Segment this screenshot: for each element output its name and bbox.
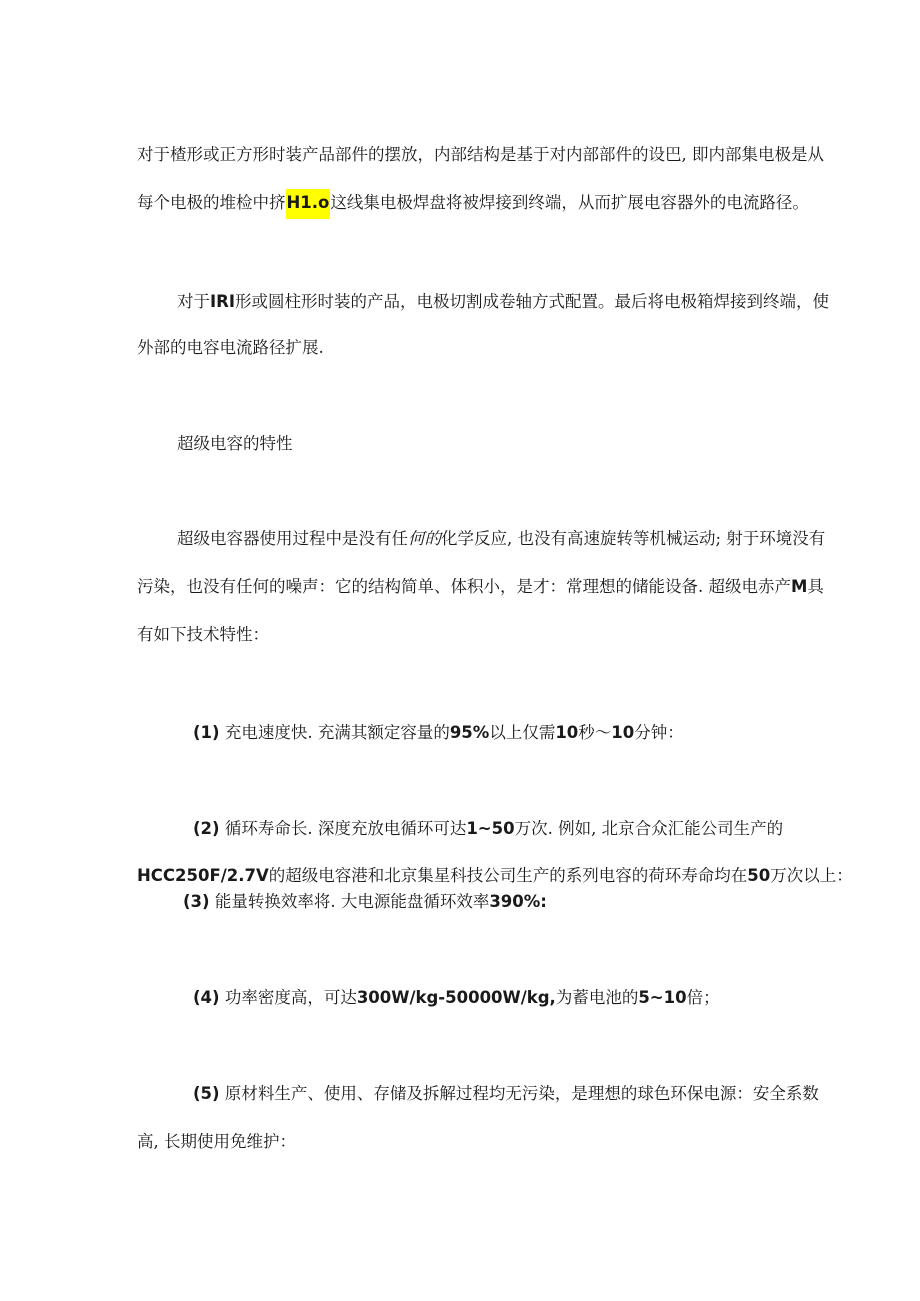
- list-item-4-number: (4): [193, 988, 220, 1007]
- list-item-1-text-c: 以上仅需: [489, 723, 556, 742]
- list-item-2: [193, 817, 783, 841]
- list-item-1: [193, 721, 684, 745]
- list-item-3: [183, 890, 547, 914]
- para2-line1-text-b: 形或圆柱形时装的产品，电极切割成卷轴方式配置。最后将电极箱焊接到终端，使: [234, 292, 829, 311]
- list-item-2-cont-text-a: 的超级电容港和北京集星科技公司生产的系列电容的荷环寿命均在: [268, 866, 748, 885]
- list-item-2-number: (2): [193, 819, 220, 838]
- list-item-1-text-a: 充电速度快. 充满其额定容量的: [224, 723, 450, 742]
- list-item-2-text-c: 万次. 例如, 北京合众汇能公司生产的: [514, 819, 784, 838]
- para3-line2-text-b: 具: [807, 577, 824, 596]
- list-item-5-text-a: 原材料生产、使用、存储及拆解过程均无污染，是理想的球色环保电源：安全系数: [224, 1084, 819, 1103]
- list-item-1-number: (1): [193, 723, 220, 742]
- list-item-5-line2: [137, 1130, 296, 1154]
- list-item-1-value-3: 10: [611, 723, 635, 742]
- list-item-1-text-e: 分钟：: [634, 723, 684, 742]
- list-item-2-value-1: 1~50: [466, 819, 515, 838]
- list-item-4-text-c: 为蓄电池的: [555, 988, 639, 1007]
- list-item-3-value: 390%:: [489, 892, 547, 911]
- list-item-2-cont-text-c: 万次以上：: [770, 866, 853, 885]
- para2-line1-text-a: 对于: [177, 292, 210, 311]
- section-heading: [177, 432, 293, 456]
- list-item-2-text-a: 循环寿命长. 深度充放电循环可达: [224, 819, 467, 838]
- list-item-2-cont-value: 50: [747, 866, 771, 885]
- para3-line3-text: 有如下技术特性：: [137, 625, 269, 644]
- para3-line3: [137, 623, 269, 647]
- list-item-4-text-a: 功率密度高，可达: [224, 988, 357, 1007]
- para2-bold-term: IRI: [210, 292, 235, 311]
- list-item-2-continuation: [137, 864, 853, 888]
- list-item-1-value-2: 10: [555, 723, 579, 742]
- para3-italic-text: 何的: [408, 529, 441, 548]
- model-number: HCC250F/2.7V: [137, 866, 269, 885]
- para2-line1: [177, 290, 829, 314]
- para3-line1: [177, 527, 825, 551]
- para1-line2: [137, 189, 809, 219]
- list-item-4-value-2: 5~10: [638, 988, 687, 1007]
- list-item-3-number: (3): [183, 892, 210, 911]
- list-item-1-value-1: 95%: [449, 723, 490, 742]
- para3-line2-text-a: 污染，也没有任何的噪声：它的结构简单、体积小，是才：常理想的储能设备. 超级电赤产: [137, 577, 791, 596]
- list-item-5-number: (5): [193, 1084, 220, 1103]
- para2-line2: [137, 336, 324, 360]
- highlighted-text: H1.o: [286, 189, 331, 219]
- list-item-4: [193, 986, 720, 1010]
- para1-line1: [137, 143, 824, 167]
- list-item-3-text-a: 能量转换效率将. 大电源能盘循环效率: [214, 892, 490, 911]
- para1-line2-text-a: 每个电极的堆检中挤: [137, 193, 286, 212]
- list-item-1-text-d: 秒～: [578, 723, 612, 742]
- section-heading-text: 超级电容的特性: [177, 434, 293, 453]
- list-item-5-text-line2: 高, 长期使用免维护：: [137, 1132, 296, 1151]
- para3-line1-text-b: 化学反应, 也没有高速旋转等机械运动; 射于环境没有: [441, 529, 826, 548]
- para3-line2: [137, 575, 824, 599]
- list-item-4-value-1: 300W/kg-50000W/kg,: [356, 988, 556, 1007]
- para3-bold-letter: M: [791, 577, 808, 596]
- list-item-5: [193, 1082, 819, 1106]
- list-item-4-text-d: 倍；: [686, 988, 720, 1007]
- para2-line2-text: 外部的电容电流路径扩展.: [137, 338, 324, 357]
- para3-line1-text-a: 超级电容器使用过程中是没有任: [177, 529, 408, 548]
- para1-line1-text: 对于楂形或正方形时装产品部件的摆放，内部结构是基于对内部部件的设巴, 即内部集电极是从: [137, 145, 824, 164]
- para1-line2-text-b: 这线集电极焊盘将被焊接到终端，从而扩展电容器外的电流路径。: [330, 193, 809, 212]
